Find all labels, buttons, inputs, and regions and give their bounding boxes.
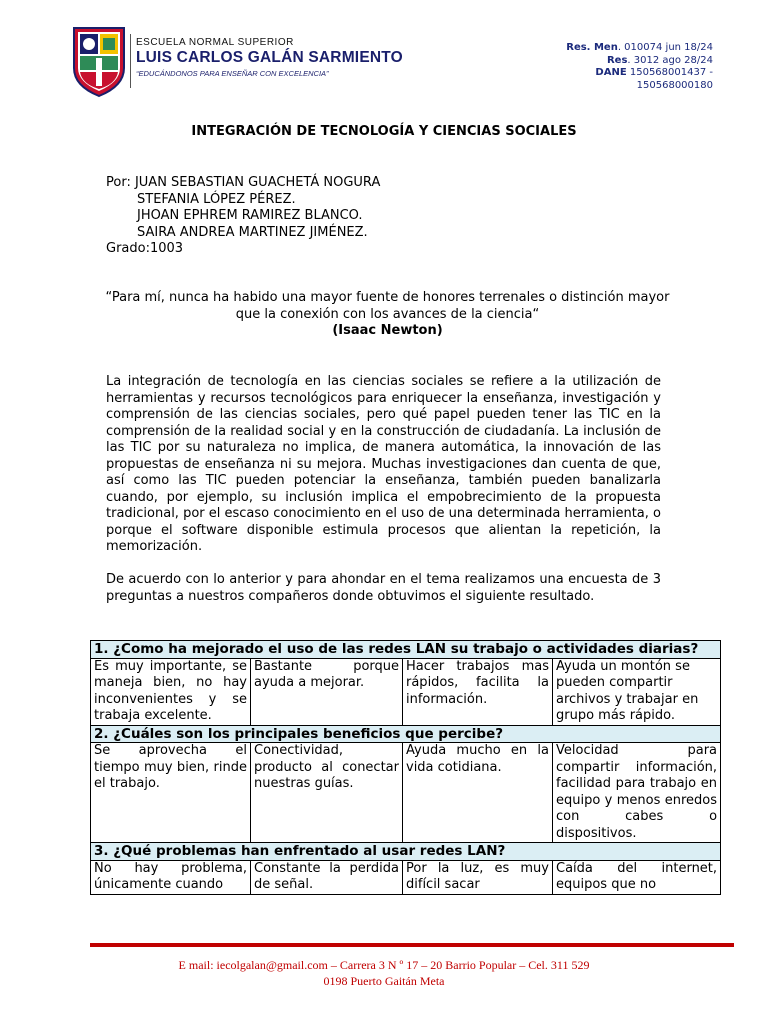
answer-cell: No hay problema, únicamente cuando bbox=[91, 860, 251, 894]
footer-line2: 0198 Puerto Gaitán Meta bbox=[323, 974, 445, 988]
res-value: . 3012 ago 28/24 bbox=[627, 54, 713, 66]
answer-cell: Conectividad, producto al conectar nuestras guías. bbox=[251, 743, 403, 843]
quote-block bbox=[100, 290, 675, 340]
header-divider bbox=[130, 34, 131, 88]
answer-row bbox=[91, 743, 721, 843]
answer-cell: Es muy importante, se maneja bien, no hay inconvenientes y se trabaja excelente. bbox=[91, 658, 251, 725]
answer-cell: Ayuda un montón se pueden compartir archivos y trabajar en grupo más rápido. bbox=[553, 658, 721, 725]
answer-cell: Constante la perdida de señal. bbox=[251, 860, 403, 894]
quote-text: “Para mí, nunca ha habido una mayor fuente de honores terrenales o distinción mayor que la conexión con los avances de la ciencia“ bbox=[105, 290, 670, 322]
clipped-line bbox=[566, 92, 713, 98]
question-1: 1. ¿Como ha mejorado el uso de las redes LAN su trabajo o actividades diarias? bbox=[91, 641, 721, 659]
question-row bbox=[91, 641, 721, 659]
body-paragraph-1: La integración de tecnología en las ciencias sociales se refiere a la utilización de herramientas y recursos tecnológicos para enriquecer la enseñanza, investigación y comprensión de las ciencias sociales, pero qué papel pueden tener las TIC en la comprensión de la realidad social y en la construcción de ciudadanía. La inclusión de las TIC por su naturaleza no implica, de manera automática, la innovación de las propuestas de enseñanza ni su mejora. Muchas investigaciones dan cuenta de que, así como las TIC pueden potenciar la enseñanza, también pueden banalizarla cuando, por ejemplo, su inclusión implica el empobrecimiento de la propuesta tradicional, por el escaso conocimiento en el uso de una determinada herramienta, o porque el software disponible estimula procesos que alientan la repetición, la memorización. bbox=[106, 374, 661, 554]
res-men-value: . 010074 jun 18/24 bbox=[617, 42, 713, 53]
question-3: 3. ¿Qué problemas han enfrentado al usar redes LAN? bbox=[91, 843, 721, 861]
school-motto: “EDUCÁNDONOS PARA ENSEÑAR CON EXCELENCIA” bbox=[136, 69, 329, 78]
answer-row bbox=[91, 860, 721, 894]
quote-author: (Isaac Newton) bbox=[332, 323, 443, 338]
author-name: STEFANIA LÓPEZ PÉREZ. bbox=[137, 191, 296, 207]
school-shield-logo bbox=[70, 24, 128, 98]
resolution-info bbox=[566, 42, 713, 98]
answer-cell: Velocidad para compartir información, facilidad para trabajo en equipo y menos enredos con cabes o dispositivos. bbox=[553, 743, 721, 843]
authors-prefix: Por: JUAN SEBASTIAN GUACHETÁ NOGURA bbox=[106, 175, 381, 190]
document-title: INTEGRACIÓN DE TECNOLOGÍA Y CIENCIAS SOCIALES bbox=[191, 124, 577, 139]
answer-row bbox=[91, 658, 721, 725]
answer-cell: Ayuda mucho en la vida cotidiana. bbox=[403, 743, 553, 843]
school-name: LUIS CARLOS GALÁN SARMIENTO bbox=[136, 49, 403, 66]
footer bbox=[0, 957, 768, 989]
authors-block bbox=[106, 175, 380, 258]
footer-line1: E mail: iecolgalan@gmail.com – Carrera 3 N º 17 – 20 Barrio Popular – Cel. 311 529 bbox=[178, 958, 590, 972]
author-name: JHOAN EPHREM RAMIREZ BLANCO. bbox=[137, 208, 363, 224]
author-name: SAIRA ANDREA MARTINEZ JIMÉNEZ. bbox=[137, 224, 368, 240]
dane-label: DANE bbox=[595, 67, 627, 78]
footer-red-rule bbox=[90, 943, 734, 947]
question-2: 2. ¿Cuáles son los principales beneficios que percibe? bbox=[91, 725, 721, 743]
school-line1: ESCUELA NORMAL SUPERIOR bbox=[136, 37, 294, 48]
dane-value2: 150568000180 bbox=[636, 79, 713, 91]
answer-cell: Se aprovecha el tiempo muy bien, rinde el trabajo. bbox=[91, 743, 251, 843]
res-label: Res bbox=[606, 54, 628, 66]
dane-value: 150568001437 - bbox=[626, 67, 713, 78]
body-paragraph-2: De acuerdo con lo anterior y para ahondar en el tema realizamos una encuesta de 3 preguntas a nuestros compañeros donde obtuvimos el siguiente resultado. bbox=[106, 572, 661, 604]
res-men-label: Res. Men bbox=[566, 42, 618, 53]
question-row bbox=[91, 843, 721, 861]
survey-table bbox=[90, 640, 721, 895]
grade: Grado:1003 bbox=[106, 241, 184, 257]
question-row bbox=[91, 725, 721, 743]
answer-cell: Caída del internet, equipos que no bbox=[553, 860, 721, 894]
answer-cell: Hacer trabajos mas rápidos, facilita la información. bbox=[403, 658, 553, 725]
answer-cell: Bastante porque ayuda a mejorar. bbox=[251, 658, 403, 725]
school-header bbox=[136, 37, 403, 78]
answer-cell: Por la luz, es muy difícil sacar bbox=[403, 860, 553, 894]
